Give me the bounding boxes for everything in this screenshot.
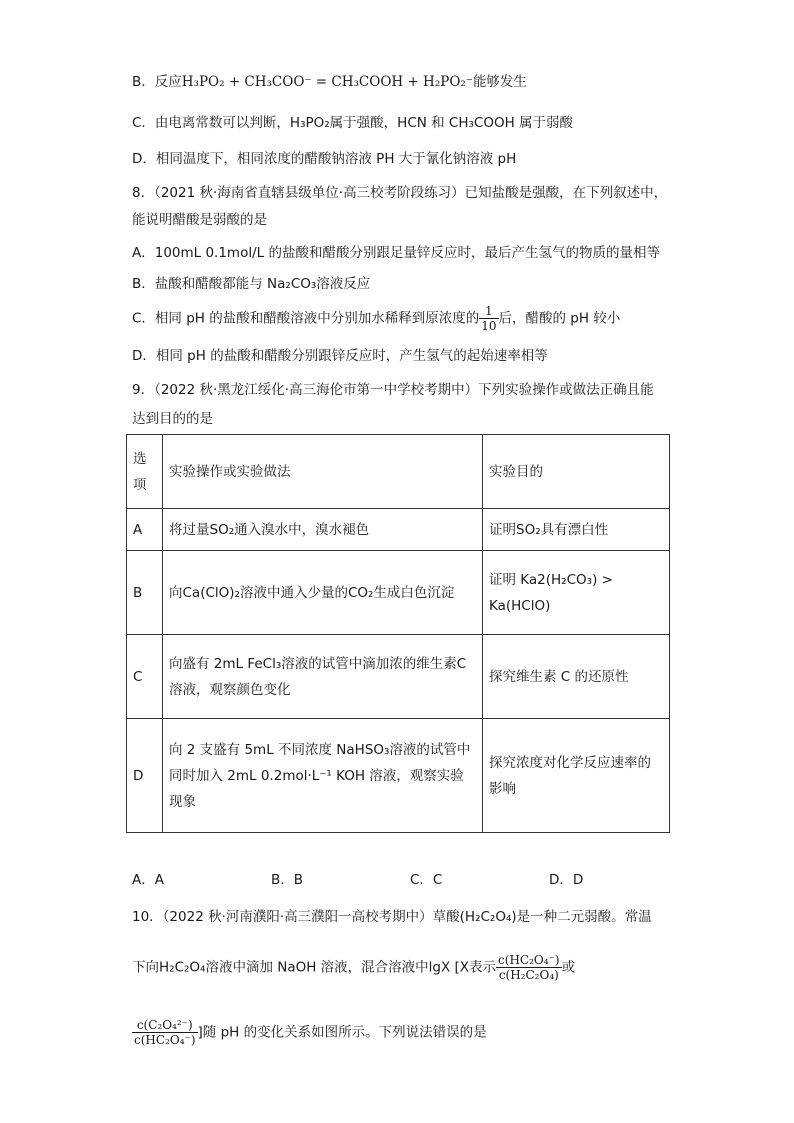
fraction-numerator: 1 — [479, 304, 498, 319]
q8-stem-line2: 能说明醋酸是弱酸的是 — [132, 212, 267, 228]
fraction-denominator: 10 — [481, 319, 497, 333]
row-operation: 将过量SO₂通入溴水中，溴水褪色 — [163, 509, 483, 551]
fraction-numerator: c(HC₂O₄⁻) — [498, 953, 560, 967]
q9-choice-b: B．B — [271, 872, 304, 888]
table-row — [127, 551, 670, 635]
q10-line1: 10．（2022 秋·河南濮阳·高三濮阳一高校考期中）草酸(H₂C₂O₄)是一种二元弱酸。常温 — [132, 909, 652, 925]
q8-option-d: D．相同 pH 的盐酸和醋酸分别跟锌反应时，产生氢气的起始速率相等 — [132, 348, 548, 364]
q10-line2 — [132, 953, 575, 982]
q8-option-b: B．盐酸和醋酸都能与 Na₂CO₃溶液反应 — [132, 276, 371, 292]
row-option: B — [127, 551, 163, 635]
table-row — [127, 635, 670, 719]
row-option: D — [127, 719, 163, 833]
q9-table — [126, 434, 670, 833]
q9-choice-d: D．D — [549, 872, 584, 888]
fraction-denominator: c(H₂C₂O₄) — [498, 968, 559, 982]
q7-option-b-prefix: B．反应 — [132, 74, 182, 90]
q10-fraction-1 — [496, 953, 562, 982]
q9-choice-a: A．A — [132, 872, 164, 888]
row-operation: 向 2 支盛有 5mL 不同浓度 NaHSO₃溶液的试管中同时加入 2mL 0.2mol·L⁻¹ KOH 溶液，观察实验现象 — [163, 719, 483, 833]
header-goal: 实验目的 — [483, 435, 670, 509]
row-operation: 向盛有 2mL FeCl₃溶液的试管中滴加浓的维生素C溶液，观察颜色变化 — [163, 635, 483, 719]
q9-stem-line2: 达到目的的是 — [132, 411, 213, 427]
fraction-numerator: c(C₂O₄²⁻) — [132, 1018, 198, 1033]
q8-stem-line1: 8．（2021 秋·海南省直辖县级单位·高三校考阶段练习）已知盐酸是强酸，在下列叙述中， — [132, 185, 668, 201]
q10-line2-prefix: 下向H₂C₂O₄溶液中滴加 NaOH 溶液，混合溶液中lgX [X表示 — [132, 959, 497, 976]
fraction-denominator: c(HC₂O₄⁻) — [134, 1033, 196, 1047]
q8-option-c-suffix: 后，醋酸的 pH 较小 — [498, 310, 621, 327]
q9-stem-line1: 9．（2022 秋·黑龙江绥化·高三海伦市第一中学校考期中）下列实验操作或做法正确且能 — [132, 382, 654, 398]
row-option: A — [127, 509, 163, 551]
q8-option-c — [132, 304, 620, 333]
row-goal: 探究浓度对化学反应速率的影响 — [483, 719, 670, 833]
row-goal: 探究维生素 C 的还原性 — [483, 635, 670, 719]
q7-option-b — [132, 72, 527, 92]
row-option: C — [127, 635, 163, 719]
q9-choice-c: C．C — [410, 872, 443, 888]
table-row — [127, 719, 670, 833]
q10-line3-suffix: ]随 pH 的变化关系如图所示。下列说法错误的是 — [197, 1024, 487, 1041]
q10-line2-suffix: 或 — [561, 959, 576, 976]
q10-fraction-2 — [132, 1018, 198, 1047]
header-operation: 实验操作或实验做法 — [163, 435, 483, 509]
row-goal: 证明SO₂具有漂白性 — [483, 509, 670, 551]
q8-option-c-prefix: C．相同 pH 的盐酸和醋酸溶液中分别加水稀释到原浓度的 — [132, 310, 480, 327]
q7-option-b-suffix: 能够发生 — [472, 74, 527, 90]
row-operation: 向Ca(ClO)₂溶液中通入少量的CO₂生成白色沉淀 — [163, 551, 483, 635]
q10-line3 — [132, 1018, 487, 1047]
q7-option-c: C．由电离常数可以判断，H₃PO₂属于强酸，HCN 和 CH₃COOH 属于弱酸 — [132, 115, 574, 131]
header-option: 选项 — [127, 435, 163, 509]
row-goal: 证明 Ka2(H₂CO₃) > Ka(HClO) — [483, 551, 670, 635]
q8-option-a: A．100mL 0.1mol/L 的盐酸和醋酸分别跟足量锌反应时，最后产生氢气的物质的量相等 — [132, 245, 660, 261]
q7-option-b-equation: H₃PO₂ + CH₃COO⁻ = CH₃COOH + H₂PO₂⁻ — [181, 74, 473, 90]
table-row — [127, 509, 670, 551]
table-header-row — [127, 435, 670, 509]
q8-option-c-fraction — [479, 304, 498, 333]
q7-option-d: D．相同温度下，相同浓度的醋酸钠溶液 PH 大于氰化钠溶液 pH — [132, 151, 517, 167]
